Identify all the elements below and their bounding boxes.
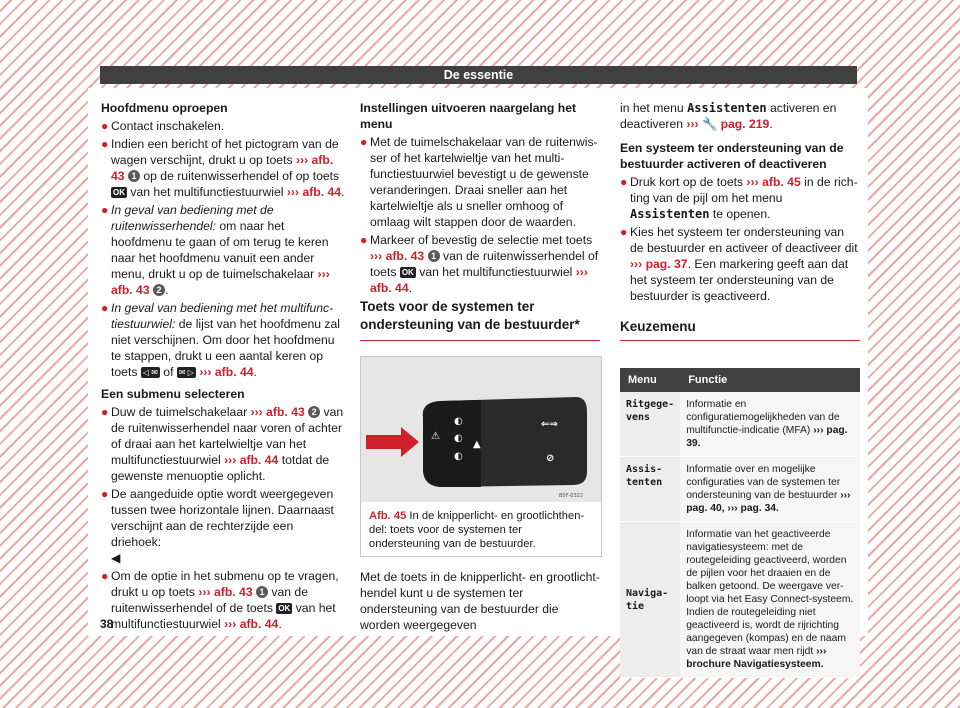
- bullet-steering-wheel: ● In geval van bediening met het multifunctiestuurwiel: de lijst van het hoofdmenu zal niet verschijnen. Om door het hoofdmenu te stappen, drukt u een aantal keren op toets ◁ ✉ of ✉ ▷ ››› afb. 44.: [101, 301, 340, 379]
- table-row: [620, 522, 860, 678]
- svg-text:◐: ◐: [454, 451, 463, 462]
- callout-number: 1: [428, 250, 440, 262]
- menu-cell: Ritgegevens: [620, 392, 680, 457]
- reference-link[interactable]: ››› afb. 44: [224, 617, 279, 631]
- triangle-icon: ◀: [111, 551, 121, 565]
- ok-key-icon: OK: [113, 188, 125, 197]
- bullet-message: ● Indien een bericht of het pictogram van de wagen verschijnt, drukt u op toets ››› afb. 43 1 op de ruitenwisserhendel of op toets OK van het multifunctiestuurwiel ››› afb. 44.: [101, 137, 345, 199]
- column-2: [360, 100, 600, 343]
- next-menu-key-icon: ✉ ▷: [178, 368, 194, 377]
- reference-link[interactable]: ››› afb. 44: [199, 365, 254, 379]
- callout-number: 1: [128, 170, 140, 182]
- figure-45: [360, 356, 602, 557]
- reference-link[interactable]: ››› afb. 43: [198, 585, 253, 599]
- bullet-confirm-changes: ● Met de tuimelschakelaar van de ruitenwisser of het kartelwieltje van het multifunctiestuurwiel bevestigt u de gewenste veranderingen. Draai sneller aan het kartelwieltje als u sneller omhoog of omlaag wilt stappen door de waarden.: [360, 135, 598, 229]
- menu-function-table: [620, 368, 860, 678]
- bullet-icon: ●: [101, 203, 109, 217]
- figure-code: B5F-0322: [559, 493, 584, 499]
- reference-link[interactable]: ››› afb. 45: [746, 175, 801, 189]
- bullet-icon: ●: [101, 137, 109, 151]
- reference-link[interactable]: ››› pag. 37: [630, 257, 688, 271]
- bullet-wiper-lever: ● In geval van bediening met de ruitenwisserhendel: om naar het hoofdmenu te gaan of om terug te keren naar het hoofdmenu vanuit een ander menu, drukt u op de tuimelschakelaar ››› afb. 43 2 .: [101, 203, 330, 297]
- svg-text:⊘: ⊘: [546, 453, 555, 464]
- bullet-icon: ●: [101, 487, 109, 501]
- prev-menu-key-icon: ◁ ✉: [142, 368, 158, 377]
- reference-link[interactable]: ››› afb. 44: [224, 453, 279, 467]
- paragraph-toggle-systems: Met de toets in de knipperlicht- en grootlichthendel kunt u de systemen ter ondersteuning van de bestuurder die worden weergegeven: [360, 570, 600, 632]
- column-2-continued: [360, 569, 600, 635]
- heading-main-menu: Hoofdmenu oproepen: [101, 101, 228, 115]
- function-cell: Informatie over en mogelijke configuraties van de systemen ter ondersteuning van de bestuurder ››› pag. 40, ››› pag. 34.: [680, 457, 860, 522]
- column-3: [620, 100, 860, 343]
- heading-submenu: Een submenu selecteren: [101, 387, 245, 401]
- figure-caption: Afb. 45 In de knipperlicht- en grootlichthendel: toets voor de systemen ter ondersteuning van de bestuurder.: [369, 510, 585, 550]
- callout-number: 2: [153, 284, 165, 296]
- bullet-highlighted: ● De aangeduide optie wordt weergegeven tussen twee horizontale lijnen. Daarnaast verschijnt aan de rechterzijde een driehoek: ◀: [101, 487, 334, 565]
- bullet-rocker: ● Duw de tuimelschakelaar ››› afb. 43 2 van de ruitenwisserhendel naar voren of achter of draai aan het kartelwieltje van het multifunctiestuurwiel ››› afb. 44 totdat de gewenste menuoptie oplicht.: [101, 405, 344, 483]
- menu-cell: Navigatie: [620, 522, 680, 678]
- bullet-choose-system: ● Kies het systeem ter ondersteuning van de bestuurder en activeer of deactiveer dit ››› pag. 37. Een markering geeft aan dat het systeem ter ondersteuning van de bestuurder is geactiveerd.: [620, 225, 858, 303]
- reference-link[interactable]: ››› 🔧 pag. 219: [686, 117, 770, 131]
- table-header-row: [620, 368, 860, 392]
- bullet-icon: ●: [360, 135, 368, 149]
- header-title: De essentie: [443, 68, 514, 82]
- menu-cell: Assistenten: [620, 457, 680, 522]
- section-header: [100, 66, 857, 84]
- svg-text:⇐⇒: ⇐⇒: [541, 419, 558, 430]
- column-header: Functie: [680, 368, 860, 392]
- section-title-driver-assist: Toets voor de systemen ter ondersteuning van de bestuurder*: [360, 298, 600, 341]
- bullet-icon: ●: [101, 119, 109, 133]
- bullet-icon: ●: [101, 405, 109, 419]
- bullet-press-key: ● Druk kort op de toets ››› afb. 45 in de richting van de pijl om het menu Assistenten te openen.: [620, 175, 858, 221]
- bullet-icon: ●: [101, 569, 109, 583]
- callout-number: 2: [308, 406, 320, 418]
- svg-text:▲: ▲: [473, 439, 481, 450]
- table-row: [620, 457, 860, 522]
- ok-key-icon: OK: [278, 604, 291, 613]
- bullet-submenu-option: ● Om de optie in het submenu op te vragen, drukt u op toets ››› afb. 43 1 van de ruitenwisserhendel of de toets OK van het multifunctiestuurwiel ››› afb. 44.: [101, 569, 339, 631]
- column-header: Menu: [620, 368, 680, 392]
- reference-link[interactable]: ››› afb. 43: [111, 153, 334, 183]
- svg-text:⚠: ⚠: [431, 431, 440, 442]
- bullet-mark-selection: ● Markeer of bevestig de selectie met toets ››› afb. 43 1 van de ruitenwisserhendel of toets OK van het multifunctiestuurwiel ››› afb. 44.: [360, 233, 599, 295]
- bullet-icon: ●: [101, 301, 109, 315]
- reference-link[interactable]: ››› afb. 43: [111, 267, 330, 297]
- function-cell: Informatie van het geactiveerde navigatiesysteem: met de routegeleiding geactiveerd, worden de pijlen voor het draaien en de balken getoond. De weergave verloopt via het Easy Connect-systeem. Indien de routegeleiding niet geactiveerd is, wordt de rijrichting aangegeven (kompas) en de naam van de straat waar men rijdt ››› brochure Navigatiesysteem.: [680, 522, 860, 678]
- svg-text:◐: ◐: [454, 433, 463, 444]
- paragraph-assistants-menu: in het menu Assistenten activeren en deactiveren ››› 🔧 pag. 219.: [620, 101, 837, 131]
- bullet-contact: ● Contact inschakelen.: [101, 119, 225, 133]
- figure-label: Afb. 45: [369, 510, 407, 522]
- svg-text:◐: ◐: [454, 416, 463, 427]
- callout-number: 1: [256, 586, 268, 598]
- table-row: [620, 392, 860, 457]
- reference-link[interactable]: ››› afb. 43: [250, 405, 305, 419]
- page-number: 38: [100, 617, 114, 631]
- turn-signal-lever-image: [361, 357, 601, 502]
- function-cell: Informatie en configuratiemogelijkheden van de multifunctie-indicatie (MFA) ››› pag. 39.: [680, 392, 860, 457]
- car-wrench-icon: 🔧: [701, 117, 718, 131]
- bullet-icon: ●: [620, 225, 628, 239]
- bullet-icon: ●: [620, 175, 628, 189]
- reference-link[interactable]: ››› afb. 44: [370, 265, 588, 295]
- heading-settings: Instellingen uitvoeren naargelang het menu: [360, 101, 577, 131]
- section-title-menu: Keuzemenu: [620, 318, 860, 341]
- reference-link[interactable]: ››› afb. 43: [370, 249, 425, 263]
- heading-activate-system: Een systeem ter ondersteuning van de bestuurder activeren of deactiveren: [620, 141, 844, 171]
- bullet-icon: ●: [360, 233, 368, 247]
- reference-link[interactable]: ››› afb. 44: [286, 185, 342, 199]
- column-1: [101, 100, 345, 634]
- ok-key-icon: OK: [401, 268, 414, 277]
